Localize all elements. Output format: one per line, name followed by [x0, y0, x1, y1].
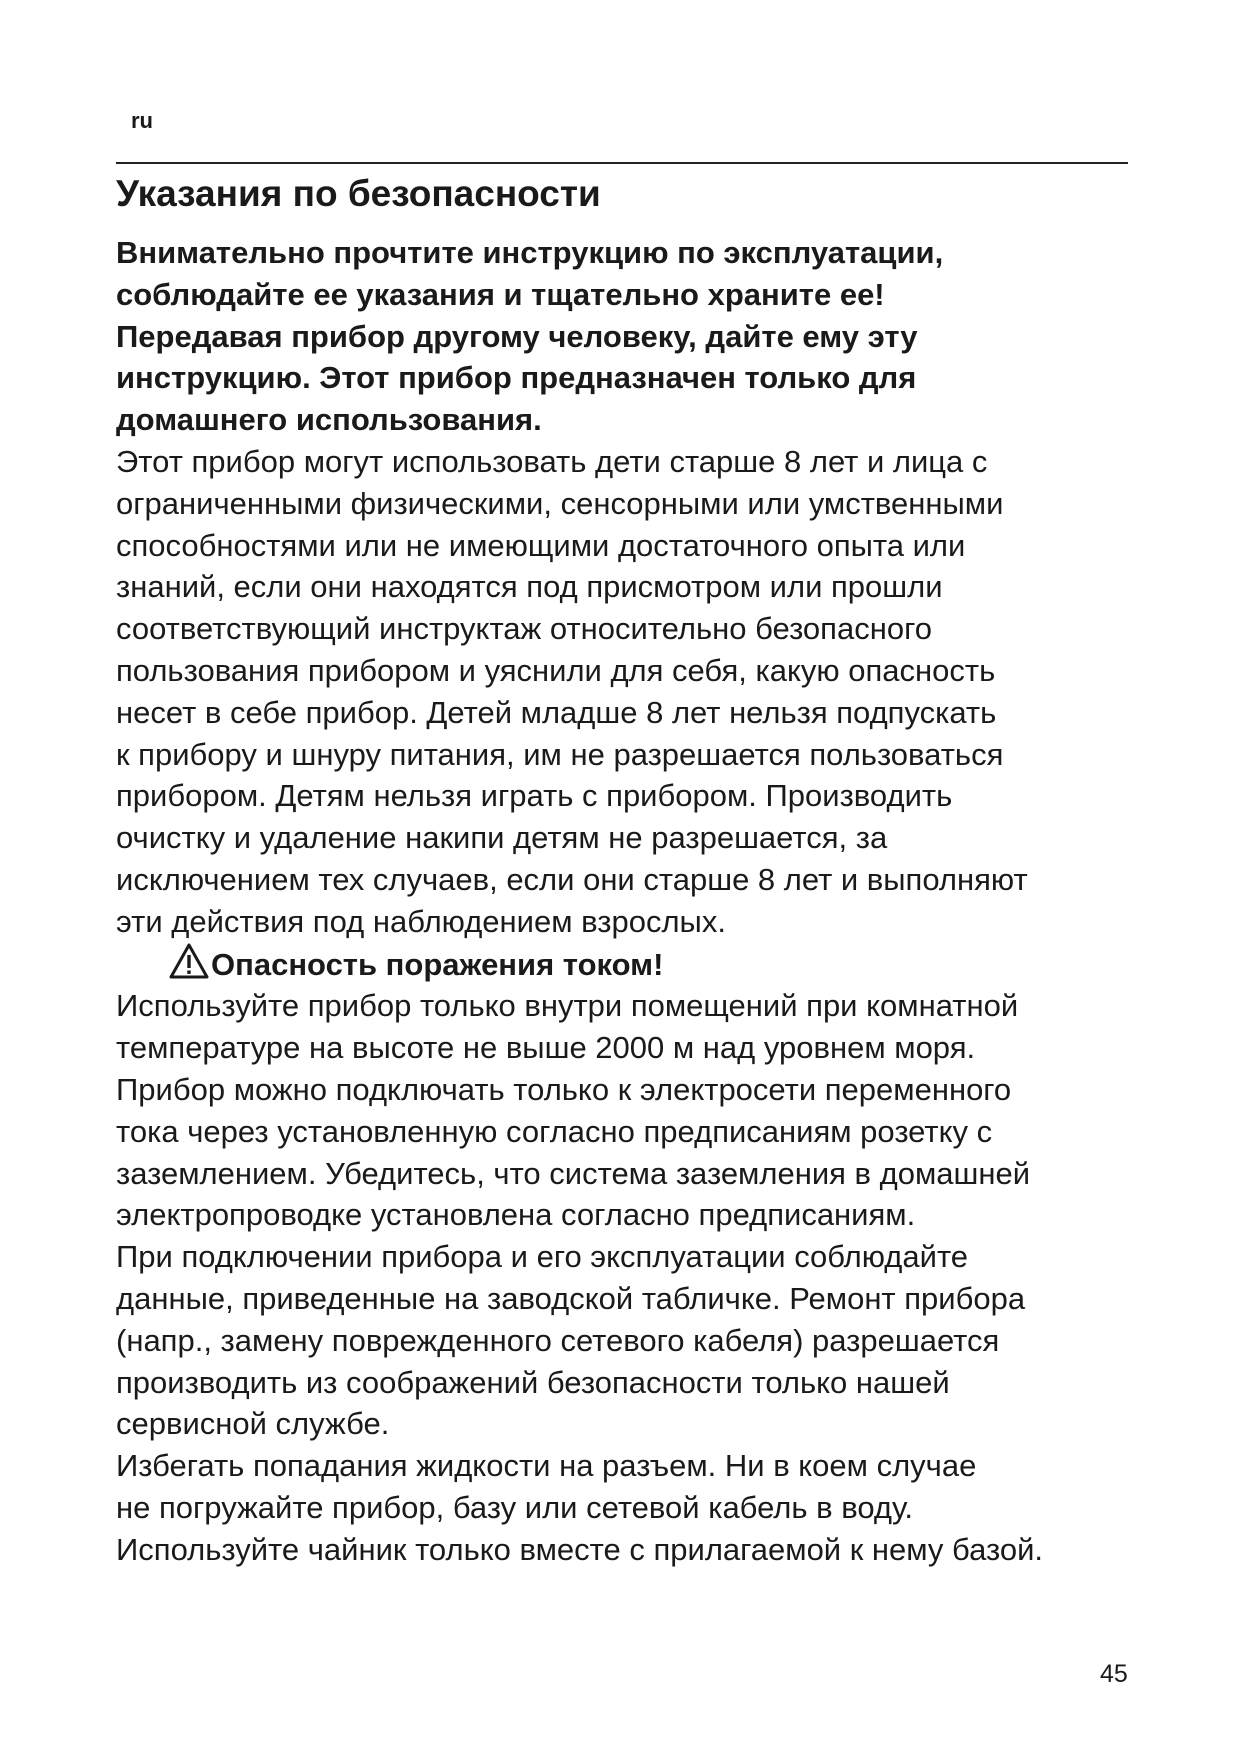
- paragraph-line: соответствующий инструктаж относительно безопасного: [116, 611, 932, 647]
- paragraph-line: способностями или не имеющими достаточного опыта или: [116, 527, 966, 563]
- paragraph-line: Этот прибор могут использовать дети старше 8 лет и лица с: [116, 443, 988, 479]
- paragraph-line: к прибору и шнуру питания, им не разрешается пользоваться: [116, 736, 1004, 772]
- electrical-safety-paragraph: [116, 985, 1156, 1570]
- paragraph-line: эти действия под наблюдением взрослых.: [116, 903, 726, 939]
- paragraph-line: электропроводке установлена согласно предписаниям.: [116, 1197, 916, 1233]
- page-title: Указания по безопасности: [116, 173, 601, 214]
- paragraph-line: (напр., замену поврежденного сетевого кабеля) разрешается: [116, 1322, 1000, 1358]
- paragraph-line: исключением тех случаев, если они старше 8 лет и выполняют: [116, 861, 1028, 897]
- paragraph-line: Используйте чайник только вместе с прилагаемой к нему базой.: [116, 1531, 1044, 1567]
- paragraph-line: пользования прибором и уяснили для себя, какую опасность: [116, 652, 996, 688]
- paragraph-line: Избегать попадания жидкости на разъем. Ни в коем случае: [116, 1448, 977, 1484]
- intro-line: Внимательно прочтите инструкцию по эксплуатации,: [116, 235, 944, 270]
- paragraph-line: Прибор можно подключать только к электросети переменного: [116, 1071, 1012, 1107]
- paragraph-line: Используйте прибор только внутри помещений при комнатной: [116, 988, 1019, 1024]
- electric-shock-warning: [116, 943, 1156, 986]
- intro-bold-paragraph: [116, 232, 1156, 441]
- page-number: 45: [1100, 1660, 1128, 1688]
- intro-line: домашнего использования.: [116, 402, 542, 438]
- paragraph-line: данные, приведенные на заводской табличке. Ремонт прибора: [116, 1280, 1026, 1316]
- paragraph-line: прибором. Детям нельзя играть с прибором. Производить: [116, 778, 953, 814]
- intro-line: инструкцию. Этот прибор предназначен только для: [116, 360, 917, 396]
- paragraph-line: сервисной службе.: [116, 1406, 390, 1442]
- paragraph-line: производить из соображений безопасности только нашей: [116, 1364, 950, 1400]
- paragraph-line: несет в себе прибор. Детей младше 8 лет нельзя подпускать: [116, 694, 997, 730]
- children-safety-paragraph: [116, 441, 1156, 943]
- paragraph-line: ограниченными физическими, сенсорными или умственными: [116, 485, 1004, 521]
- paragraph-line: знаний, если они находятся под присмотром или прошли: [116, 569, 943, 605]
- intro-line: соблюдайте ее указания и тщательно храните ее!: [116, 276, 885, 312]
- header-divider: [116, 162, 1128, 164]
- warning-triangle-icon: [169, 943, 209, 979]
- paragraph-line: тока через установленную согласно предписаниям розетку с: [116, 1113, 993, 1149]
- document-body: [116, 232, 1156, 1571]
- paragraph-line: не погружайте прибор, базу или сетевой кабель в воду.: [116, 1489, 914, 1525]
- warning-text: Опасность поражения током!: [211, 946, 664, 982]
- paragraph-line: заземлением. Убедитесь, что система заземления в домашней: [116, 1155, 1031, 1191]
- paragraph-line: При подключении прибора и его эксплуатации соблюдайте: [116, 1239, 969, 1275]
- paragraph-line: очистку и удаление накипи детям не разрешается, за: [116, 820, 888, 856]
- intro-line: Передавая прибор другому человеку, дайте ему эту: [116, 318, 918, 354]
- paragraph-line: температуре на высоте не выше 2000 м над уровнем моря.: [116, 1030, 976, 1066]
- language-code: ru: [131, 108, 153, 133]
